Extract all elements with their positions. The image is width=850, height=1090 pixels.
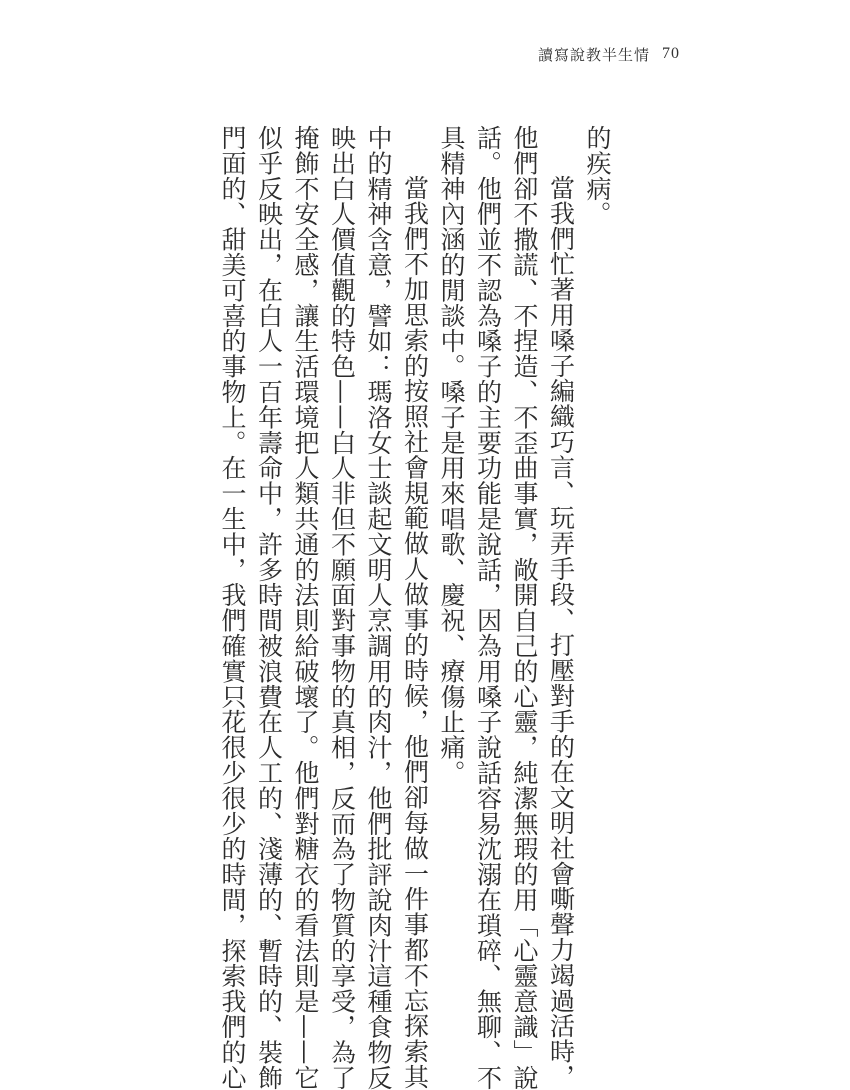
text-column: 似乎反映出，在白人一百年壽命中，許多時間被浪費在人工的、淺薄的、暫時的、裝飾 [254,125,284,1090]
text-column: 他們卻不撒謊、不捏造、不歪曲事實，敞開自己的心靈，純潔無瑕的用「心靈意識」說 [510,125,539,1090]
running-header [538,43,680,65]
book-title: 讀寫說教半生情 [538,45,651,64]
paragraph-3 [214,125,433,1090]
text-column: 當我們忙著用嗓子編織巧言、玩弄手段、打壓對手的在文明社會嘶聲力竭過活時， [546,175,576,1090]
paragraph-2 [433,125,579,1090]
text-column: 具精神內涵的閒談中。嗓子是用來唱歌、慶祝、療傷止痛。 [437,125,466,786]
text-column: 的疾病。 [583,125,612,227]
text-column: 門面的、甜美可喜的事物上。在一生中，我們確實只花很少很少的時間，探索我們的心 [218,125,247,1090]
text-column: 映出白人價值觀的特色——白人非但不願面對事物的真相，反而為了物質的享受，為了 [327,125,357,1090]
text-column: 中的精神含意，譬如：瑪洛女士談起文明人烹調用的肉汁，他們批評說肉汁這種食物反 [364,125,393,1090]
paragraph-1 [579,125,616,775]
text-column: 當我們不加思索的按照社會規範做人做事的時候，他們卻每做一件事都不忘探索其 [400,175,430,1090]
text-column: 掩飾不安全感，讓生活環境把人類共通的法則給破壞了。他們對糖衣的看法則是——它 [291,125,320,1090]
page-number: 70 [662,45,681,62]
vertical-body-text [214,125,616,1090]
text-column: 話。他們並不認為嗓子的主要功能是說話，因為用嗓子說話容易沈溺在瑣碎、無聊、不 [473,125,503,1090]
